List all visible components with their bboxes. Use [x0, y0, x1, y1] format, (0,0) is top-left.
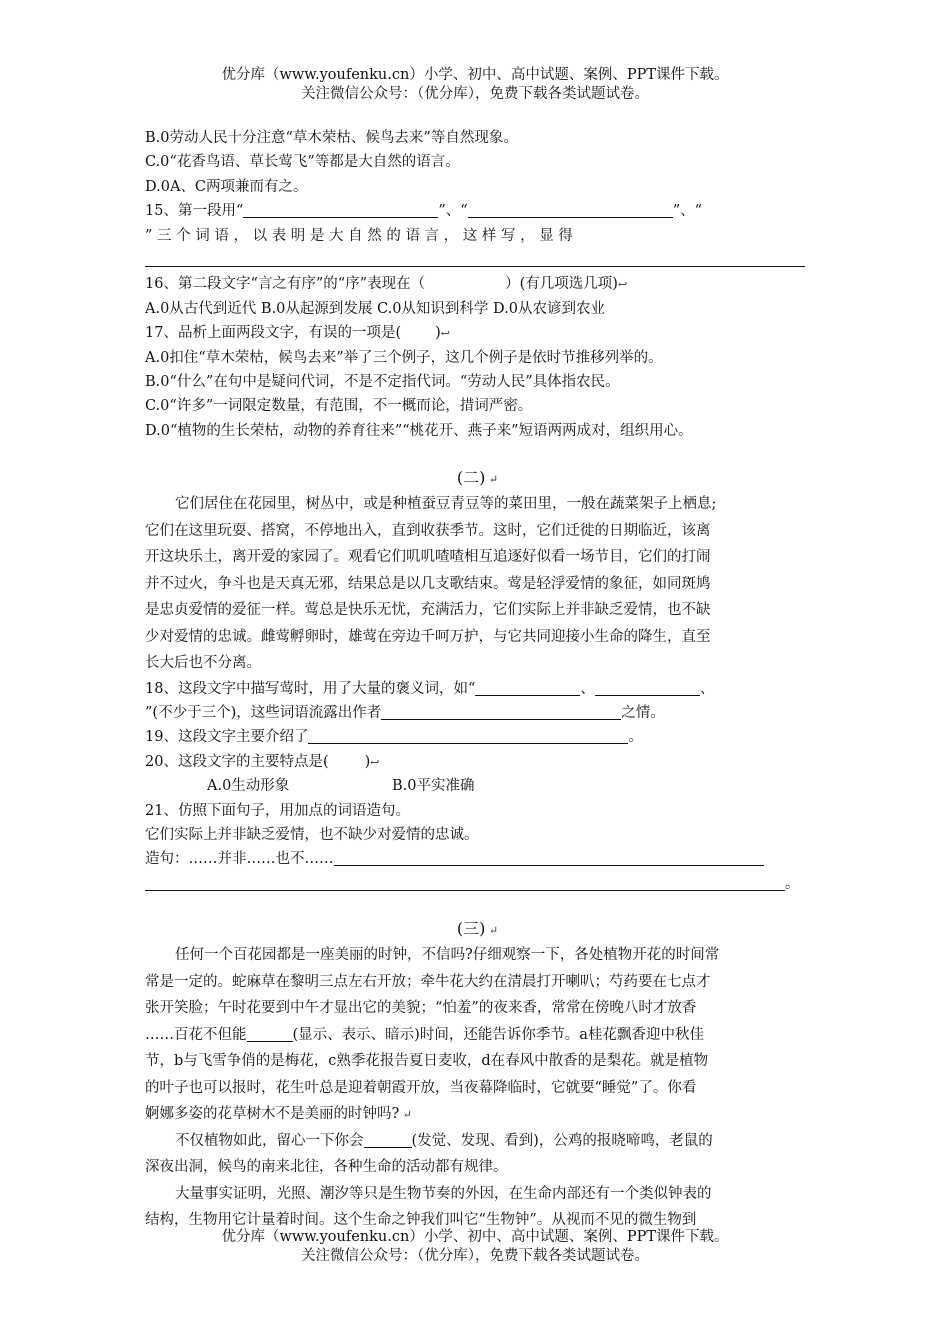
passage-line: 并不过火，争斗也是天真无邪，结果总是以几支歌结束。莺是轻浮爱情的象征，如同斑鸠	[145, 575, 711, 592]
page-footer	[0, 1228, 950, 1266]
edit-mark-icon: ↩	[440, 327, 450, 341]
passage-line: 它们居住在花园里，树丛中，或是种植蚕豆青豆等的菜田里，一般在蔬菜架子上栖息;	[175, 496, 717, 513]
passage-line: 长大后也不分离。	[145, 655, 261, 672]
passage-line: 节，b与飞雪争俏的是梅花，c熟季花报告夏日麦收，d在春风中散香的是梨花。就是植物	[145, 1053, 709, 1070]
header-line-1: 优分库（www.youfenku.cn）小学、初中、高中试题、案例、PPT课件下载。	[221, 67, 729, 83]
question-17-option-a: A.0扣住“草木荣枯，候鸟去来”举了三个例子，这几个例子是依时节推移列举的。	[145, 349, 663, 366]
passage-line: 常是一定的。蛇麻草在黎明三点左右开放；牵牛花大约在清晨打开喇叭；芍药要在七点才	[145, 973, 711, 990]
question-15-blank-line	[145, 248, 810, 272]
answer-blank[interactable]	[381, 704, 621, 720]
passage-line: 结构，生物用它计量着时间。这个生命之钟我们叫它“生物钟”。从视而不见的微生物到	[145, 1212, 697, 1229]
answer-blank[interactable]	[475, 680, 580, 696]
question-20-options: A.0生动形象 B.0平实准确	[207, 778, 475, 795]
passage-line: 深夜出洞，候鸟的南来北往，各种生命的活动都有规律。	[145, 1159, 508, 1176]
question-16-options: A.0从古代到近代 B.0从起源到发展 C.0从知识到科学 D.0从农谚到农业	[145, 300, 605, 317]
question-18: 18、这段文字中描写莺时，用了大量的褒义词，如“ 、 、	[145, 680, 715, 697]
question-15: 15、第一段用“ ”、“ ”、“	[145, 203, 703, 220]
paragraph-mark-icon: ↵	[485, 924, 499, 938]
option-b: B.0劳动人民十分注意“草木荣枯、候鸟去来”等自然现象。	[145, 130, 518, 146]
question-21: 21、仿照下面句子，用加点的词语造句。	[145, 802, 410, 819]
edit-mark-icon: ↩	[617, 278, 628, 292]
passage-line: 是忠贞爱情的爱征一样。莺总是快乐无忧，充满活力，它们实际上并非缺乏爱情，也不缺	[145, 602, 711, 619]
answer-blank[interactable]	[595, 680, 700, 696]
answer-blank[interactable]	[247, 1026, 293, 1042]
question-17-option-b: B.0“什么”在句中是疑问代词，不是不定指代词。“劳动人民”具体指农民。	[145, 373, 620, 390]
passage-line: 少对爱情的忠诚。雌莺孵卵时，雄莺在旁边千呵万护，与它共同迎接小生命的降生，直至	[145, 628, 711, 645]
answer-blank[interactable]	[145, 875, 785, 891]
passage-line: ……百花不但能 (显示、表示、暗示)时间，还能告诉你季节。a桂花飘香迎中秋佳	[145, 1026, 704, 1043]
footer-line-2: 关注微信公众号：（优分库），免费下载各类试题试卷。	[301, 1248, 649, 1264]
question-19: 19、这段文字主要介绍了 。	[145, 729, 643, 746]
passage-line: 婀娜多姿的花草树木不是美丽的时钟吗? ↵	[145, 1106, 412, 1123]
passage-2	[145, 491, 810, 677]
question-17-option-d: D.0“植物的生长荣枯，动物的养育往来”“桃花开、燕子来”短语两两成对，组织用心。	[145, 422, 693, 439]
question-16: 16、第二段文字“言之有序”的“序”表现在（ ）(有几项选几项)↩	[145, 276, 628, 293]
paragraph-mark-icon: ↵	[485, 473, 499, 487]
answer-blank[interactable]	[308, 728, 628, 744]
header-line-2: 关注微信公众号：（优分库），免费下载各类试题试卷。	[301, 86, 649, 102]
page-header	[0, 66, 950, 104]
passage-line: 的叶子也可以报时，花生叶总是迎着朝霞开放，当夜幕降临时，它就要“睡觉”了。你看	[145, 1079, 697, 1096]
option-d: D.0A、C两项兼而有之。	[145, 178, 308, 195]
option-c: C.0“花香鸟语、草长莺飞”等都是大自然的语言。	[145, 154, 460, 171]
answer-blank[interactable]	[145, 251, 805, 267]
question-21-example: 它们实际上并非缺乏爱情，也不缺少对爱情的忠诚。	[145, 826, 479, 843]
answer-blank[interactable]	[334, 850, 764, 866]
answer-blank[interactable]	[243, 202, 438, 218]
passage-line: 它们在这里玩耍、搭窝，不停地出入，直到收获季节。这时，它们迁徙的日期临近，该离	[145, 522, 711, 539]
question-21-pattern: 造句：……并非……也不……	[145, 847, 810, 871]
question-18-cont: ”(不少于三个)，这些词语流露出作者 之情。	[145, 704, 665, 721]
question-21-line-2: 。	[145, 872, 810, 896]
passage-3	[145, 942, 810, 1234]
question-17: 17、品析上面两段文字，有误的一项是( )↩	[145, 325, 450, 342]
passage-line: 大量事实证明，光照、潮汐等只是生物节奏的外因，在生命内部还有一个类似钟表的	[175, 1185, 712, 1202]
answer-blank[interactable]	[468, 202, 673, 218]
edit-mark-icon: ↩	[370, 755, 380, 769]
passage-line: 不仅植物如此，留心一下你会 (发觉、发现、看到)，公鸡的报晓啼鸣，老鼠的	[175, 1132, 713, 1149]
footer-line-1: 优分库（www.youfenku.cn）小学、初中、高中试题、案例、PPT课件下载。	[221, 1229, 729, 1245]
passage-line: 任何一个百花园都是一座美丽的时钟，不信吗?仔细观察一下，各处植物开花的时间常	[175, 947, 720, 964]
question-15-cont: ” 三 个 词 语 ， 以 表 明 是 大 自 然 的 语 言 ， 这 样 写 ， 显 得	[145, 227, 573, 244]
paragraph-mark-icon: ↵	[399, 1108, 412, 1122]
document-body	[145, 126, 810, 1234]
passage-line: 开这块乐土，离开爱的家园了。观看它们叽叽喳喳相互追逐好似看一场节目，它们的打闹	[145, 549, 711, 566]
question-17-option-c: C.0“许多”一词限定数量，有范围，不一概而论，措词严密。	[145, 398, 533, 415]
passage-line: 张开笑脸；午时花要到中午才显出它的美貌；“怕羞”的夜来香，常常在傍晚八时才放香	[145, 1000, 697, 1017]
section-title-3: (三) ↵	[456, 919, 499, 939]
answer-blank[interactable]	[364, 1132, 412, 1148]
section-title-2: (二) ↵	[456, 468, 499, 488]
question-20: 20、这段文字的主要特点是( )↩	[145, 753, 380, 770]
